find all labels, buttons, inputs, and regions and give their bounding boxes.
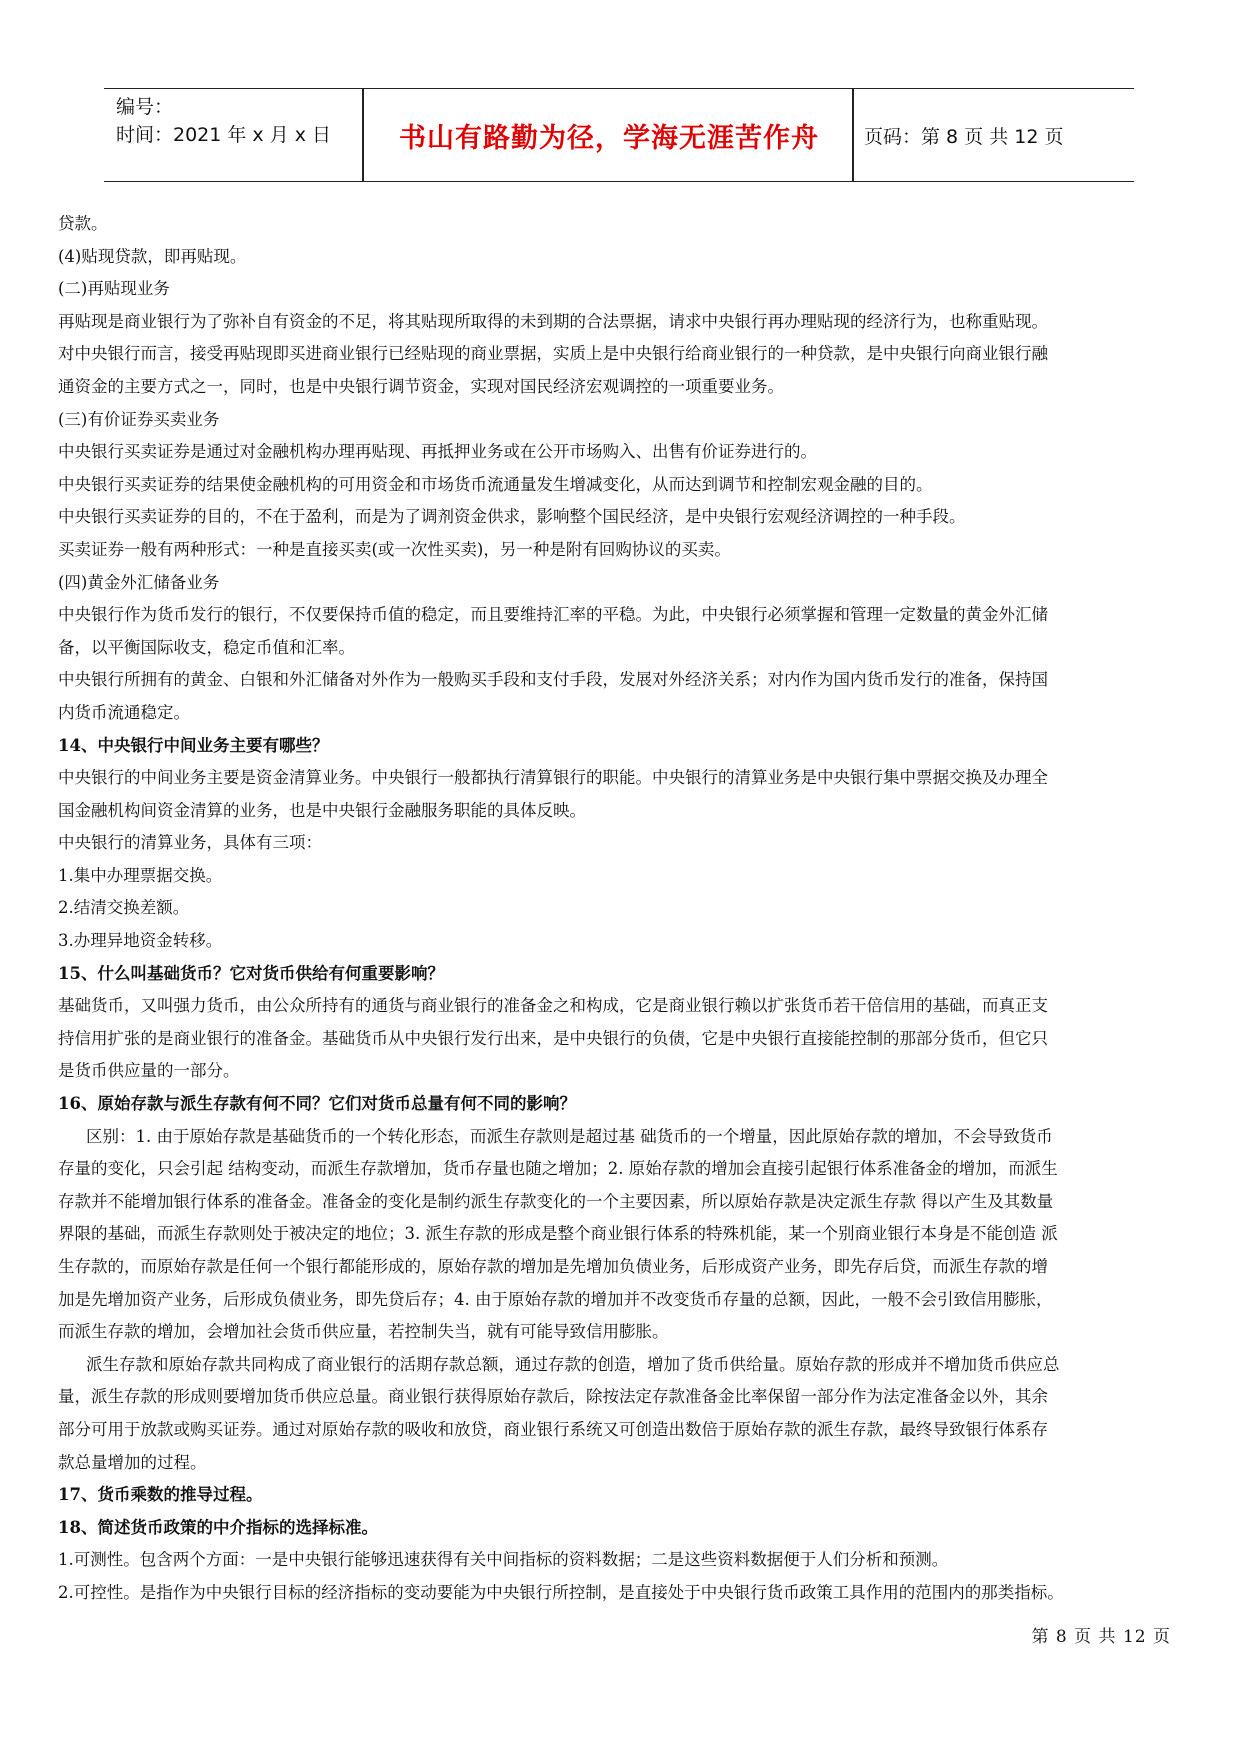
paragraph-line: 存款并不能增加银行体系的准备金。准备金的变化是制约派生存款变化的一个主要因素，所以原始存款是决定派生存款 得以产生及其数量 (58, 1191, 1054, 1211)
paragraph-line: (4)贴现贷款，即再贴现。 (58, 246, 247, 266)
paragraph-line: 生存款的，而原始存款是任何一个银行都能形成的，原始存款的增加是先增加负债业务，后形成资产业务，即先存后贷，而派生存款的增 (58, 1257, 1048, 1276)
header-motto: 书山有路勤为径，学海无涯苦作舟 (399, 122, 819, 154)
paragraph-line: 2.可控性。是指作为中央银行目标的经济指标的变动要能为中央银行所控制，是直接处于中央银行货币政策工具作用的范围内的那类指标。 (58, 1582, 1064, 1602)
paragraph-line: 贷款。 (58, 214, 108, 233)
paragraph-line: 量，派生存款的形成则要增加货币供应总量。商业银行获得原始存款后，除按法定存款准备金比率保留一部分作为法定准备金以外，其余 (58, 1387, 1048, 1407)
paragraph-line: 中央银行所拥有的黄金、白银和外汇储备对外作为一般购买手段和支付手段，发展对外经济关系；对内作为国内货币发行的准备，保持国 (58, 670, 1048, 690)
header-divider-left (362, 89, 364, 181)
paragraph-line: 1.集中办理票据交换。 (58, 865, 223, 885)
header-meta (116, 93, 362, 177)
page-footer: 第 8 页 共 12 页 (1031, 1627, 1171, 1647)
paragraph-line: (三)有价证券买卖业务 (58, 409, 220, 429)
paragraph-line: 中央银行的清算业务，具体有三项： (58, 833, 322, 853)
section-heading: 14、中央银行中间业务主要有哪些？ (58, 735, 329, 755)
paragraph-line: (二)再贴现业务 (58, 279, 170, 299)
paragraph-line: 界限的基础，而派生存款则处于被决定的地位；3. 派生存款的形成是整个商业银行体系的特殊机能，某一个别商业银行本身是不能创造 派 (58, 1224, 1058, 1244)
section-heading: 15、什么叫基础货币？它对货币供给有何重要影响？ (58, 963, 444, 983)
section-heading: 18、简述货币政策的中介指标的选择标准。 (58, 1517, 378, 1537)
paragraph-line: 中央银行买卖证券是通过对金融机构办理再贴现、再抵押业务或在公开市场购入、出售有价证券进行的。 (58, 442, 817, 462)
paragraph-line: (四)黄金外汇储备业务 (58, 572, 220, 592)
paragraph-line: 派生存款和原始存款共同构成了商业银行的活期存款总额，通过存款的创造，增加了货币供给量。原始存款的形成并不增加货币供应总 (86, 1354, 1060, 1374)
paragraph-line: 中央银行买卖证券的目的，不在于盈利，而是为了调剂资金供求，影响整个国民经济，是中央银行宏观经济调控的一种手段。 (58, 507, 966, 527)
paragraph-line: 1.可测性。包含两个方面：一是中央银行能够迅速获得有关中间指标的资料数据；二是这些资料数据便于人们分析和预测。 (58, 1550, 949, 1570)
document-number-label: 编号： (116, 96, 174, 118)
paragraph-line: 国金融机构间资金清算的业务，也是中央银行金融服务职能的具体反映。 (58, 800, 586, 820)
paragraph-line: 区别：1. 由于原始存款是基础货币的一个转化形态，而派生存款则是超过基 础货币的一个增量，因此原始存款的增加，不会导致货币 (86, 1126, 1053, 1146)
page-header (104, 88, 1134, 182)
paragraph-line: 备，以平衡国际收支，稳定币值和汇率。 (58, 637, 355, 657)
document-time-label: 时间：2021 年 x 月 x 日 (116, 124, 332, 146)
paragraph-line: 部分可用于放款或购买证券。通过对原始存款的吸收和放贷，商业银行系统又可创造出数倍于原始存款的派生存款，最终导致银行体系存 (58, 1419, 1048, 1439)
paragraph-line: 买卖证券一般有两种形式：一种是直接买卖(或一次性买卖)，另一种是附有回购协议的买卖。 (58, 539, 731, 559)
paragraph-line: 是货币供应量的一部分。 (58, 1061, 240, 1081)
paragraph-line: 中央银行的中间业务主要是资金清算业务。中央银行一般都执行清算银行的职能。中央银行的清算业务是中央银行集中票据交换及办理全 (58, 768, 1048, 788)
document-body (58, 208, 1184, 1610)
section-heading: 16、原始存款与派生存款有何不同？它们对货币总量有何不同的影响？ (58, 1094, 576, 1114)
paragraph-line: 2.结清交换差额。 (58, 898, 190, 918)
paragraph-line: 款总量增加的过程。 (58, 1452, 207, 1472)
paragraph-line: 加是先增加资产业务，后形成负债业务，即先贷后存；4. 由于原始存款的增加并不改变货币存量的总额，因此，一般不会引致信用膨胀， (58, 1289, 1053, 1309)
paragraph-line: 对中央银行而言，接受再贴现即买进商业银行已经贴现的商业票据，实质上是中央银行给商业银行的一种贷款，是中央银行向商业银行融 (58, 344, 1048, 364)
paragraph-line: 存量的变化，只会引起 结构变动，而派生存款增加，货币存量也随之增加；2. 原始存款的增加会直接引起银行体系准备金的增加，而派生 (58, 1159, 1058, 1179)
section-heading: 17、货币乘数的推导过程。 (58, 1485, 263, 1505)
paragraph-line: 而派生存款的增加，会增加社会货币供应量，若控制失当，就有可能导致信用膨胀。 (58, 1322, 669, 1342)
paragraph-line: 中央银行作为货币发行的银行，不仅要保持币值的稳定，而且要维持汇率的平稳。为此，中央银行必须掌握和管理一定数量的黄金外汇储 (58, 605, 1048, 625)
paragraph-line: 持信用扩张的是商业银行的准备金。基础货币从中央银行发行出来，是中央银行的负债，它是中央银行直接能控制的那部分货币，但它只 (58, 1028, 1048, 1048)
paragraph-line: 再贴现是商业银行为了弥补自有资金的不足，将其贴现所取得的未到期的合法票据，请求中央银行再办理贴现的经济行为，也称重贴现。 (58, 311, 1048, 331)
paragraph-line: 中央银行买卖证券的结果使金融机构的可用资金和市场货币流通量发生增减变化，从而达到调节和控制宏观金融的目的。 (58, 474, 933, 494)
paragraph-line: 通资金的主要方式之一，同时，也是中央银行调节资金，实现对国民经济宏观调控的一项重要业务。 (58, 376, 784, 396)
header-divider-right (852, 89, 854, 181)
paragraph-line: 3.办理异地资金转移。 (58, 931, 223, 951)
paragraph-line: 内货币流通稳定。 (58, 702, 190, 722)
header-page-info: 页码：第 8 页 共 12 页 (864, 125, 1064, 148)
paragraph-line: 基础货币，又叫强力货币，由公众所持有的通货与商业银行的准备金之和构成，它是商业银行赖以扩张货币若干倍信用的基础，而真正支 (58, 996, 1048, 1016)
